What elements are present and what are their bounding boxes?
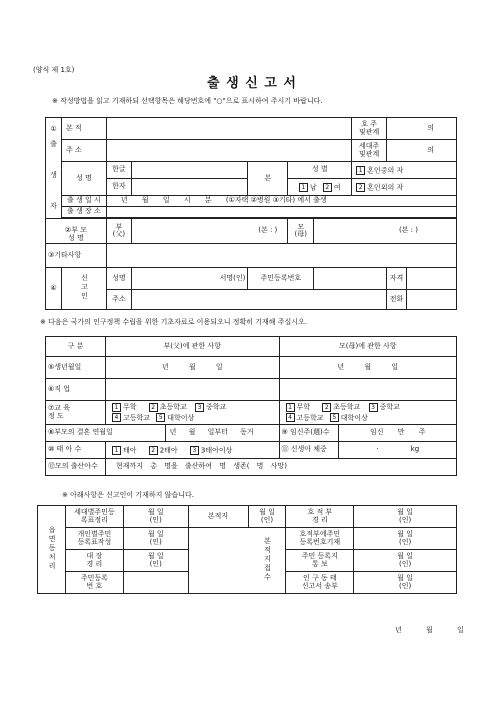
reporter-label-vertical: 신고인 xyxy=(61,268,106,310)
father-birthdate-field[interactable]: 년 월 일 xyxy=(105,357,279,379)
bonjeok-label: 본 적 xyxy=(61,118,106,140)
name-hanja-field[interactable] xyxy=(131,179,248,196)
office-right-2-stamp[interactable]: 월 일 (인) xyxy=(354,528,457,550)
footer-date: 년 월 일 xyxy=(395,626,464,634)
mother-label: 모 (母) xyxy=(288,219,314,244)
office-side-label: 읍면동처리 xyxy=(38,506,66,594)
form-number: (양식 제 1호) xyxy=(33,66,75,74)
mother-birthdate-field[interactable]: 년 월 일 xyxy=(279,357,457,379)
office-right-1-label: 호 적 부 경 리 xyxy=(286,506,354,528)
father-header: 부(父)에 관한 사항 xyxy=(105,337,279,357)
office-row-3-stamp[interactable]: 월 일 (인) xyxy=(123,550,188,572)
reporter-phone-field[interactable] xyxy=(407,290,457,310)
birth-place-field[interactable] xyxy=(106,207,456,218)
reporter-qualification-label: 자격 xyxy=(387,268,407,290)
weight-label: ⑪ 신생아 체중 xyxy=(279,442,339,459)
office-row-2-stamp[interactable]: 월 일 (인) xyxy=(123,528,188,550)
reporter-address-label: 주소 xyxy=(106,290,131,310)
office-right-2-label: 호적부에주민 등록번호기재 xyxy=(286,528,354,550)
gender-label: 성 별 xyxy=(288,162,352,179)
bonjeokji-stamp[interactable]: 월 일 (인) xyxy=(248,506,286,528)
office-row-2-label: 개인별주민 등록표작성 xyxy=(65,528,123,550)
sedaeju-relation-label: 세대주 및관계 xyxy=(352,140,387,162)
office-right-3-label: 주민 등록지 통 보 xyxy=(286,550,354,572)
edu-label: ⑦교 육 정 도 xyxy=(46,401,106,425)
fetus-options[interactable]: 1 태아 2 2태아 3 3태아이상 xyxy=(105,442,279,459)
mother-edu-options[interactable]: 1 무학 2 초등학교 3 중학교 4 고등학교 5 대학이상 xyxy=(279,401,457,425)
hoju-relation-field[interactable]: 의 xyxy=(387,118,457,140)
father-bon-field[interactable]: (본 : ) xyxy=(131,219,287,244)
reporter-rrn-label: 주민등록번호 xyxy=(248,268,314,290)
reporter-qualification-field[interactable] xyxy=(407,268,457,290)
reporter-name-label: 성명 xyxy=(106,268,131,290)
fetus-label: ⑩ 태 아 수 xyxy=(46,442,106,459)
name-label: 성 명 xyxy=(61,162,106,196)
father-label: 부 (父) xyxy=(106,219,131,244)
address-field[interactable] xyxy=(106,140,351,162)
reporter-label: ④ xyxy=(46,268,62,310)
birth-datetime-label: 출 생 일 시 xyxy=(61,196,106,207)
office-blank xyxy=(188,528,248,594)
office-use-table xyxy=(37,505,457,594)
job-label: ⑥직 업 xyxy=(46,379,106,401)
office-row-1-label: 세대별주민등 록표정리 xyxy=(65,506,123,528)
marital-out-option[interactable]: 2 혼인외의 자 xyxy=(352,179,457,196)
office-side-label-2: 본적지접수 xyxy=(248,528,286,594)
office-row-4-label: 주민등록 번 호 xyxy=(65,572,123,594)
births-label: ⑫모의 출산아수 xyxy=(46,459,106,476)
hoju-relation-label: 호 주 및관계 xyxy=(352,118,387,140)
birth-datetime-field[interactable]: 년 월 일 시 분 (①자택 ②병원 ③기타) 에서 출생 xyxy=(106,196,456,207)
sedaeju-relation-field[interactable]: 의 xyxy=(387,140,457,162)
etc-label: ③기타사항 xyxy=(46,244,107,268)
stats-note: ※ 다음은 국가의 인구정책 수립을 위한 기초자료로 이용되오니 정확히 기재해 주십시오. xyxy=(40,318,308,326)
statistics-table xyxy=(45,336,457,476)
mother-bon-field[interactable]: (본 : ) xyxy=(314,219,457,244)
parents-marriage-field[interactable]: 년 월 일부터 동거 xyxy=(165,425,279,442)
office-right-4-stamp[interactable]: 월 일 (인) xyxy=(354,572,457,594)
instructions-note: ※ 작성방법을 읽고 기재하되 선택항목은 해당번호에 "○"으로 표시하여 주시기 바랍니다. xyxy=(52,97,323,105)
office-row-3-label: 대 장 경 리 xyxy=(65,550,123,572)
office-row-4-field[interactable] xyxy=(123,572,188,594)
bonjeok-field[interactable] xyxy=(106,118,351,140)
parents-label: ②부 모 성 명 xyxy=(46,219,107,244)
gubun-header: 구 분 xyxy=(46,337,106,357)
page-title: 출 생 신 고 서 xyxy=(207,76,297,91)
address-label: 주 소 xyxy=(61,140,106,162)
bonjeokji-label: 본적지 xyxy=(188,506,248,528)
birth-report-main-table xyxy=(45,117,457,310)
etc-field[interactable] xyxy=(106,244,456,268)
parents-marriage-label: ⑧부모의 결혼 연월일 xyxy=(46,425,166,442)
marital-in-option[interactable]: 1 혼인중의 자 xyxy=(352,162,457,179)
mother-job-field[interactable] xyxy=(279,379,457,401)
births-field[interactable]: 현재까지 총 명을 출산하여 명 생존( 명 사망) xyxy=(105,459,456,476)
hangul-label: 한글 xyxy=(106,162,131,179)
mother-header: 모(母)에 관한 사항 xyxy=(279,337,457,357)
office-row-1-stamp[interactable]: 월 일 (인) xyxy=(123,506,188,528)
gender-options[interactable]: 1 남 2 여 xyxy=(288,179,352,196)
reporter-rrn-field[interactable] xyxy=(314,268,387,290)
hanja-label: 한자 xyxy=(106,179,131,196)
birth-place-label: 출 생 장 소 xyxy=(61,207,106,218)
reporter-phone-label: 전화 xyxy=(387,290,407,310)
reporter-sign[interactable]: 서명(인) xyxy=(131,268,248,290)
office-right-1-stamp[interactable]: 월 일 (인) xyxy=(354,506,457,528)
father-edu-options[interactable]: 1 무학 2 초등학교 3 중학교 4 고등학교 5 대학이상 xyxy=(105,401,279,425)
office-right-4-label: 인 구 동 태 신고서 송부 xyxy=(286,572,354,594)
birthdate-label: ⑤생년월일 xyxy=(46,357,106,379)
father-job-field[interactable] xyxy=(105,379,279,401)
name-hangul-field[interactable] xyxy=(131,162,248,179)
office-right-3-stamp[interactable]: 월 일 (인) xyxy=(354,550,457,572)
pregnancy-label: ⑨ 임신주(週)수 xyxy=(279,425,339,442)
section1-label: ① 출 생 자 xyxy=(46,118,62,219)
office-note: ※ 아래사항은 신고인이 기재하지 않습니다. xyxy=(62,491,194,499)
bon-label: 본 xyxy=(248,162,288,196)
pregnancy-field[interactable]: 임신 만 주 xyxy=(339,425,457,442)
reporter-address-field[interactable] xyxy=(131,290,386,310)
weight-field[interactable]: · kg xyxy=(339,442,457,459)
